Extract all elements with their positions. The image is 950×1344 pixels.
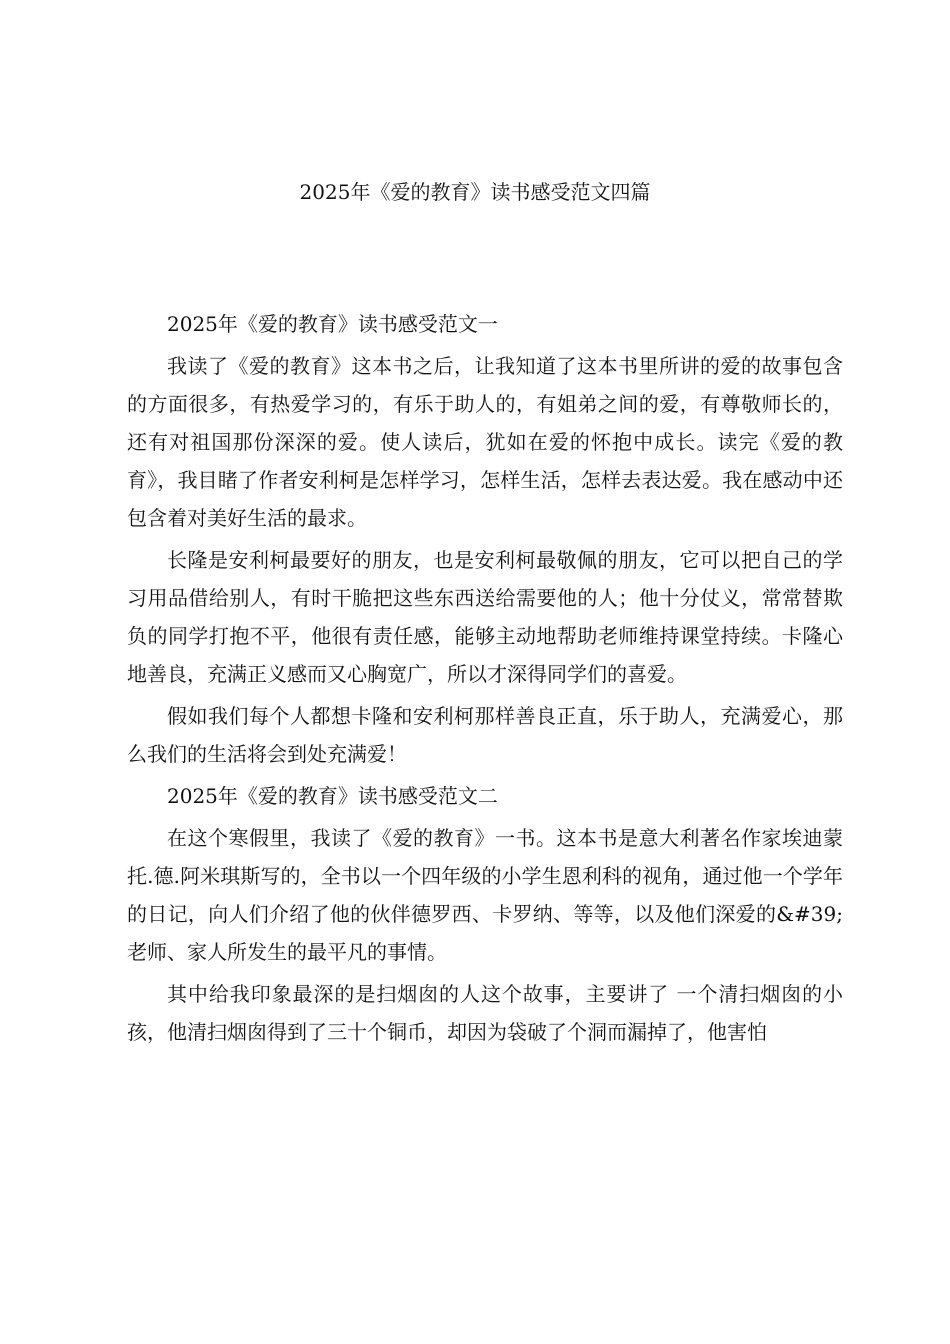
document-body	[127, 305, 843, 1051]
paragraph: 我读了《爱的教育》这本书之后，让我知道了这本书里所讲的爱的故事包含的方面很多，有热爱学习的，有乐于助人的，有姐弟之间的爱，有尊敬师长的，还有对祖国那份深深的爱。使人读后，犹如在爱的怀抱中成长。读完《爱的教育》，我目睹了作者安利柯是怎样学习，怎样生活，怎样去表达爱。我在感动中还包含着对美好生活的最求。	[127, 354, 843, 530]
paragraph: 长隆是安利柯最要好的朋友，也是安利柯最敬佩的朋友，它可以把自己的学习用品借给别人，有时干脆把这些东西送给需要他的人；他十分仗义，常常替欺负的同学打抱不平，他很有责任感，能够主动地帮助老师维持课堂持续。卡隆心地善良，充满正义感而又心胸宽广，所以才深得同学们的喜爱。	[127, 548, 843, 686]
paragraph: 在这个寒假里，我读了《爱的教育》一书。这本书是意大利著名作家埃迪蒙托.德.阿米琪斯写的，全书以一个四年级的小学生恩利科的视角，通过他一个学年的日记，向人们介绍了他的伙伴德罗西、卡罗纳、等等，以及他们深爱的&#39;老师、家人所发生的最平凡的事情。	[127, 826, 843, 964]
section-heading-2: 2025年《爱的教育》读书感受范文二	[167, 784, 498, 808]
paragraph: 其中给我印象最深的是扫烟囱的人这个故事，主要讲了 一个清扫烟囱的小孩，他清扫烟囱得到了三十个铜币，却因为袋破了个洞而漏掉了，他害怕	[127, 982, 843, 1044]
section-heading-1: 2025年《爱的教育》读书感受范文一	[167, 312, 498, 336]
paragraph: 假如我们每个人都想卡隆和安利柯那样善良正直，乐于助人，充满爱心，那么我们的生活将会到处充满爱！	[127, 704, 843, 766]
document-title: 2025年《爱的教育》读书感受范文四篇	[299, 180, 651, 204]
